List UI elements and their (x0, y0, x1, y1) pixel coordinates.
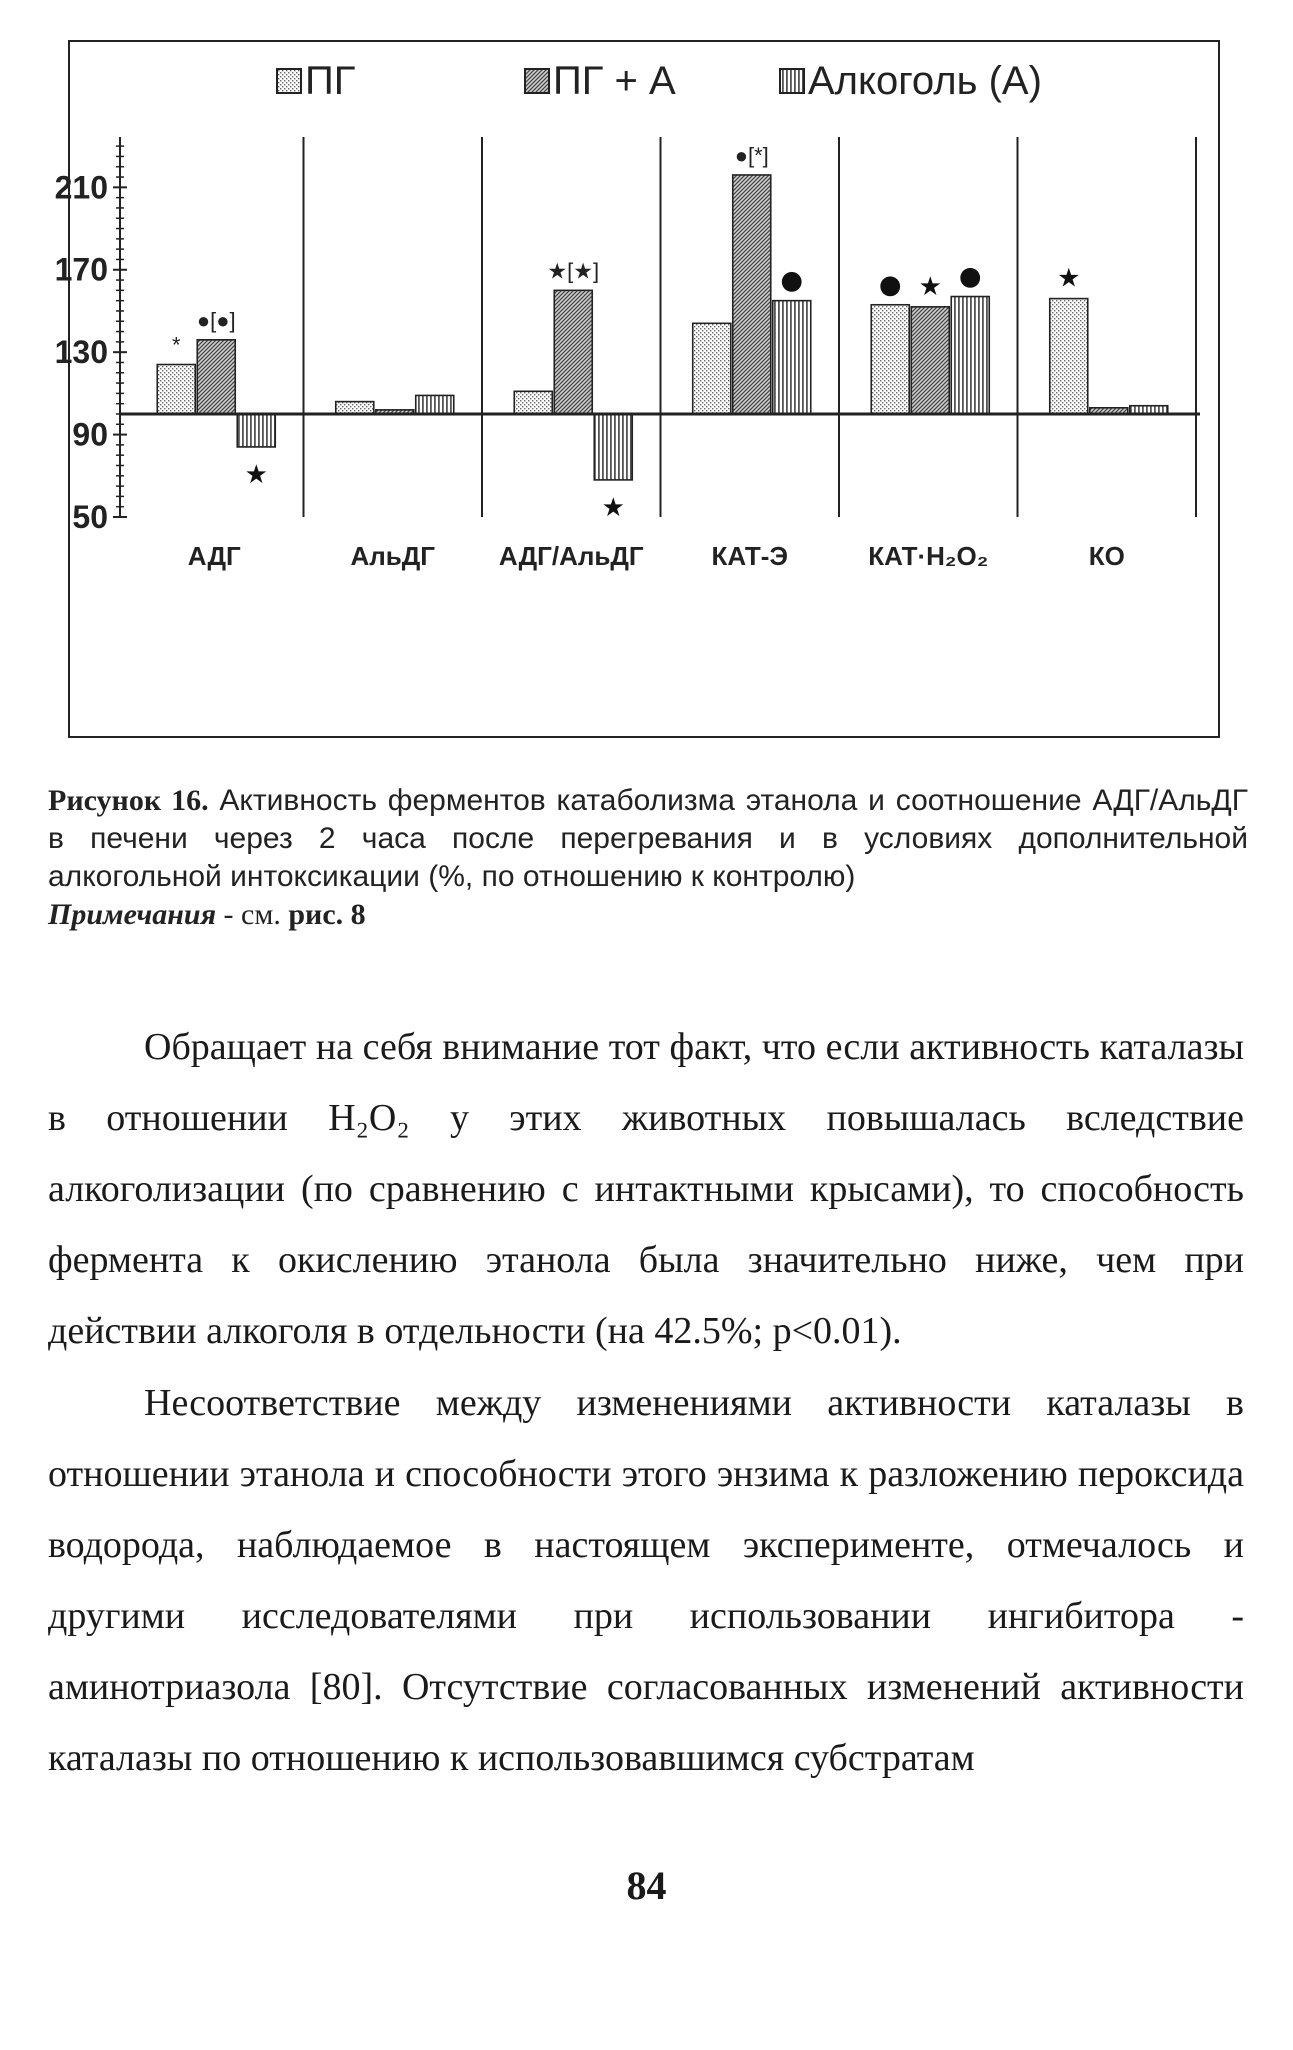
category-label: КАТ-Э (711, 541, 788, 571)
bar-pg (1050, 299, 1088, 414)
significance-marker: ●[●] (196, 307, 236, 333)
y-tick-label: 130 (54, 334, 108, 371)
category-label: АДГ (187, 541, 241, 571)
category-label: АДГ/АльДГ (498, 541, 644, 571)
page-number: 84 (626, 1863, 667, 1908)
category-label: КАТ·H₂O₂ (868, 541, 989, 571)
bar-pg-a (733, 175, 771, 414)
significance-marker: ●[*] (734, 142, 769, 168)
y-tick-label: 210 (54, 169, 108, 206)
legend (277, 59, 1042, 103)
legend-swatch-alcohol (780, 69, 804, 93)
paragraph-1-text: Обращает на себя внимание тот факт, что если активность каталазы в отношении H₂O₂ у этих животных повышалась вследствие алкоголизации (по сравнению с интактными крысами), то способность фермента к окислению этанола была значительно ниже, чем при действии алкоголя в отдельности (на 42.5%; p<0.01). (48, 1026, 1244, 1352)
bar-alcohol (594, 414, 632, 480)
bar-pg (157, 365, 195, 414)
legend-swatch-pg-a (525, 69, 549, 93)
bar-pg-a (911, 307, 949, 414)
notes-reference: рис. 8 (288, 898, 366, 931)
bar-pg-a (554, 290, 592, 414)
figure-chart (54, 40, 1220, 738)
bar-pg (336, 402, 374, 414)
notes-text: - см. (216, 898, 289, 931)
significance-marker: ★ (244, 459, 268, 490)
category-label: КО (1088, 541, 1125, 571)
bar-alcohol (773, 301, 811, 414)
bar-pg (693, 323, 731, 414)
y-tick-label: 170 (54, 251, 108, 288)
figure-number: Рисунок 16. (48, 784, 209, 817)
significance-marker: * (171, 332, 181, 358)
y-tick-label: 50 (72, 499, 108, 535)
notes-label: Примечания (48, 898, 217, 931)
significance-marker: ★ (601, 492, 625, 523)
bar-alcohol (237, 414, 275, 447)
legend-label-pg-a: ПГ + А (553, 59, 676, 103)
bar-alcohol (416, 395, 454, 414)
category-label: АльДГ (350, 541, 436, 571)
legend-swatch-pg (277, 69, 301, 93)
paragraph-2-text: Несоответствие между изменениями активности каталазы в отношении этанола и способности этого энзима к разложению пероксида водорода, наблюдаемое в настоящем эксперименте, отмечалось и другими исследователями при использовании ингибитора - аминотриазола [80]. Отсутствие согласованных изменений активности каталазы по отношению к использовавшимся субстратам (48, 1382, 1244, 1779)
significance-marker: ● (780, 265, 804, 296)
significance-marker: ★ (918, 271, 942, 302)
legend-label-pg: ПГ (305, 59, 356, 103)
bar-pg-a (197, 340, 235, 414)
figure-caption (48, 782, 1248, 934)
bars (157, 175, 1168, 480)
bar-alcohol (951, 297, 989, 414)
significance-marker: ● (878, 269, 902, 300)
bar-chart (54, 42, 1218, 736)
caption-notes (48, 896, 1248, 934)
category-labels (188, 541, 1125, 571)
legend-label-alcohol: Алкоголь (А) (808, 59, 1042, 103)
body-paragraph-1 (48, 1012, 1244, 1367)
caption-text: Активность ферментов катаболизма этанола и соотношение АДГ/АльДГ в печени через 2 часа после перегревания и в условиях дополнительной алкогольной интоксикации (%, по отношению к контролю) (48, 784, 1248, 893)
significance-marker: ★[★] (547, 258, 600, 284)
significance-marker: ● (958, 261, 982, 292)
significance-marker: ★ (1057, 263, 1081, 294)
y-tick-label: 90 (72, 416, 108, 453)
body-paragraph-2 (48, 1368, 1244, 1794)
bar-pg (514, 391, 552, 414)
bar-pg (871, 305, 909, 414)
